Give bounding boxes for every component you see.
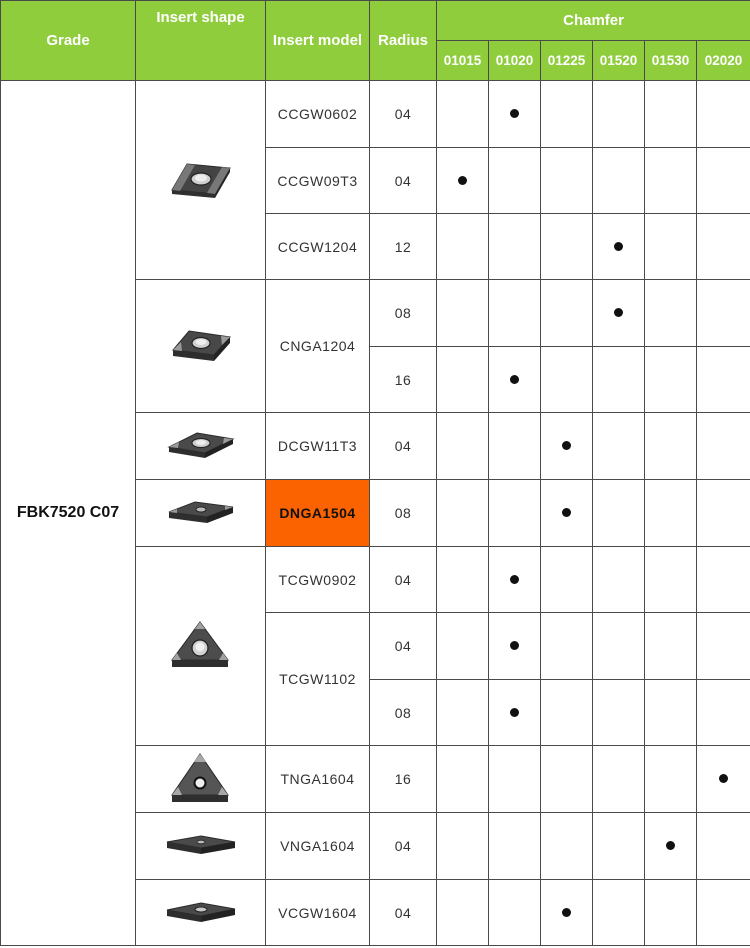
chamfer-cell bbox=[541, 214, 593, 280]
chamfer-cell bbox=[697, 746, 750, 813]
chamfer-header: Chamfer bbox=[437, 1, 750, 41]
chamfer-code: 01530 bbox=[645, 41, 697, 81]
chamfer-cell bbox=[645, 680, 697, 746]
grade-header: Grade bbox=[1, 1, 136, 81]
chamfer-cell bbox=[645, 547, 697, 613]
chamfer-cell bbox=[541, 347, 593, 413]
radius-value: 04 bbox=[370, 547, 437, 613]
insert-shape-cell bbox=[136, 547, 266, 746]
availability-dot bbox=[666, 841, 675, 850]
chamfer-cell bbox=[593, 813, 645, 880]
chamfer-cell bbox=[437, 347, 489, 413]
insert-shape-cell bbox=[136, 880, 266, 946]
availability-dot bbox=[510, 641, 519, 650]
chamfer-cell bbox=[489, 214, 541, 280]
radius-value: 16 bbox=[370, 347, 437, 413]
chamfer-cell bbox=[541, 280, 593, 347]
chamfer-cell bbox=[593, 413, 645, 480]
radius-value: 08 bbox=[370, 280, 437, 347]
availability-dot bbox=[458, 176, 467, 185]
insert-model-header: Insert model bbox=[266, 1, 370, 81]
chamfer-cell bbox=[645, 347, 697, 413]
insert-shape-cell bbox=[136, 280, 266, 413]
chamfer-cell bbox=[697, 148, 750, 214]
chamfer-cell bbox=[645, 280, 697, 347]
chamfer-cell bbox=[489, 680, 541, 746]
chamfer-cell bbox=[541, 81, 593, 148]
insert-model: CCGW0602 bbox=[266, 81, 370, 148]
insert-shape-cell bbox=[136, 413, 266, 480]
chamfer-cell bbox=[645, 613, 697, 680]
chamfer-cell bbox=[437, 746, 489, 813]
radius-value: 12 bbox=[370, 214, 437, 280]
chamfer-cell bbox=[593, 613, 645, 680]
radius-value: 04 bbox=[370, 413, 437, 480]
insert-shape-cell bbox=[136, 813, 266, 880]
chamfer-cell bbox=[541, 680, 593, 746]
chamfer-cell bbox=[489, 547, 541, 613]
grade-value: FBK7520 C07 bbox=[1, 81, 136, 946]
insert-model: TCGW1102 bbox=[266, 613, 370, 746]
radius-value: 08 bbox=[370, 480, 437, 547]
chamfer-cell bbox=[593, 547, 645, 613]
chamfer-code: 01015 bbox=[437, 41, 489, 81]
chamfer-cell bbox=[645, 746, 697, 813]
radius-value: 04 bbox=[370, 613, 437, 680]
radius-value: 08 bbox=[370, 680, 437, 746]
chamfer-cell bbox=[541, 613, 593, 680]
availability-dot bbox=[510, 575, 519, 584]
chamfer-cell bbox=[437, 480, 489, 547]
chamfer-cell bbox=[541, 413, 593, 480]
insert-model: CNGA1204 bbox=[266, 280, 370, 413]
availability-dot bbox=[614, 308, 623, 317]
chamfer-code: 01520 bbox=[593, 41, 645, 81]
insert-model: VCGW1604 bbox=[266, 880, 370, 946]
chamfer-cell bbox=[437, 148, 489, 214]
availability-dot bbox=[614, 242, 623, 251]
insert-icon bbox=[161, 326, 241, 366]
availability-dot bbox=[719, 774, 728, 783]
chamfer-cell bbox=[489, 148, 541, 214]
insert-icon bbox=[161, 498, 241, 528]
insert-icon bbox=[161, 156, 241, 204]
availability-dot bbox=[510, 109, 519, 118]
table-row bbox=[1, 81, 750, 148]
chamfer-cell bbox=[437, 280, 489, 347]
radius-header: Radius bbox=[370, 1, 437, 81]
radius-value: 04 bbox=[370, 81, 437, 148]
chamfer-cell bbox=[593, 480, 645, 547]
chamfer-cell bbox=[437, 547, 489, 613]
chamfer-cell bbox=[645, 148, 697, 214]
chamfer-cell bbox=[645, 480, 697, 547]
chamfer-code: 01020 bbox=[489, 41, 541, 81]
chamfer-cell bbox=[697, 214, 750, 280]
chamfer-cell bbox=[697, 280, 750, 347]
chamfer-cell bbox=[489, 81, 541, 148]
chamfer-cell bbox=[489, 813, 541, 880]
chamfer-cell bbox=[645, 813, 697, 880]
chamfer-cell bbox=[593, 880, 645, 946]
insert-shape-cell bbox=[136, 81, 266, 280]
chamfer-cell bbox=[437, 214, 489, 280]
chamfer-cell bbox=[697, 413, 750, 480]
chamfer-cell bbox=[593, 746, 645, 813]
chamfer-cell bbox=[593, 680, 645, 746]
insert-icon bbox=[166, 751, 236, 807]
chamfer-code: 01225 bbox=[541, 41, 593, 81]
chamfer-cell bbox=[437, 613, 489, 680]
insert-icon bbox=[161, 832, 241, 860]
insert-icon bbox=[161, 899, 241, 927]
chamfer-cell bbox=[489, 347, 541, 413]
radius-value: 04 bbox=[370, 813, 437, 880]
insert-model: TNGA1604 bbox=[266, 746, 370, 813]
insert-icon bbox=[161, 429, 241, 463]
chamfer-cell bbox=[541, 480, 593, 547]
chamfer-cell bbox=[489, 413, 541, 480]
chamfer-cell bbox=[645, 214, 697, 280]
availability-dot bbox=[510, 375, 519, 384]
chamfer-cell bbox=[593, 81, 645, 148]
radius-value: 04 bbox=[370, 880, 437, 946]
chamfer-cell bbox=[697, 680, 750, 746]
insert-model-highlighted: DNGA1504 bbox=[266, 480, 370, 547]
chamfer-cell bbox=[541, 880, 593, 946]
availability-dot bbox=[562, 908, 571, 917]
chamfer-cell bbox=[489, 746, 541, 813]
chamfer-cell bbox=[697, 813, 750, 880]
insert-model: CCGW1204 bbox=[266, 214, 370, 280]
chamfer-cell bbox=[593, 214, 645, 280]
insert-model: VNGA1604 bbox=[266, 813, 370, 880]
insert-model: TCGW0902 bbox=[266, 547, 370, 613]
chamfer-cell bbox=[697, 480, 750, 547]
chamfer-cell bbox=[645, 880, 697, 946]
insert-shape-header: Insert shape bbox=[136, 1, 266, 81]
chamfer-cell bbox=[489, 480, 541, 547]
insert-model: CCGW09T3 bbox=[266, 148, 370, 214]
radius-value: 16 bbox=[370, 746, 437, 813]
chamfer-code: 02020 bbox=[697, 41, 750, 81]
radius-value: 04 bbox=[370, 148, 437, 214]
insert-shape-cell bbox=[136, 746, 266, 813]
insert-icon bbox=[166, 618, 236, 674]
chamfer-cell bbox=[437, 413, 489, 480]
chamfer-cell bbox=[593, 280, 645, 347]
chamfer-cell bbox=[541, 746, 593, 813]
chamfer-cell bbox=[645, 413, 697, 480]
chamfer-cell bbox=[541, 148, 593, 214]
insert-shape-cell bbox=[136, 480, 266, 547]
chamfer-cell bbox=[437, 680, 489, 746]
chamfer-cell bbox=[593, 148, 645, 214]
chamfer-cell bbox=[697, 81, 750, 148]
chamfer-cell bbox=[645, 81, 697, 148]
chamfer-cell bbox=[697, 880, 750, 946]
insert-model: DCGW11T3 bbox=[266, 413, 370, 480]
chamfer-cell bbox=[437, 813, 489, 880]
chamfer-cell bbox=[541, 813, 593, 880]
availability-dot bbox=[510, 708, 519, 717]
chamfer-cell bbox=[489, 613, 541, 680]
chamfer-cell bbox=[489, 280, 541, 347]
chamfer-cell bbox=[489, 880, 541, 946]
availability-dot bbox=[562, 441, 571, 450]
chamfer-cell bbox=[697, 547, 750, 613]
availability-dot bbox=[562, 508, 571, 517]
chamfer-cell bbox=[437, 81, 489, 148]
chamfer-cell bbox=[697, 613, 750, 680]
chamfer-cell bbox=[437, 880, 489, 946]
chamfer-cell bbox=[697, 347, 750, 413]
chamfer-cell bbox=[593, 347, 645, 413]
chamfer-cell bbox=[541, 547, 593, 613]
